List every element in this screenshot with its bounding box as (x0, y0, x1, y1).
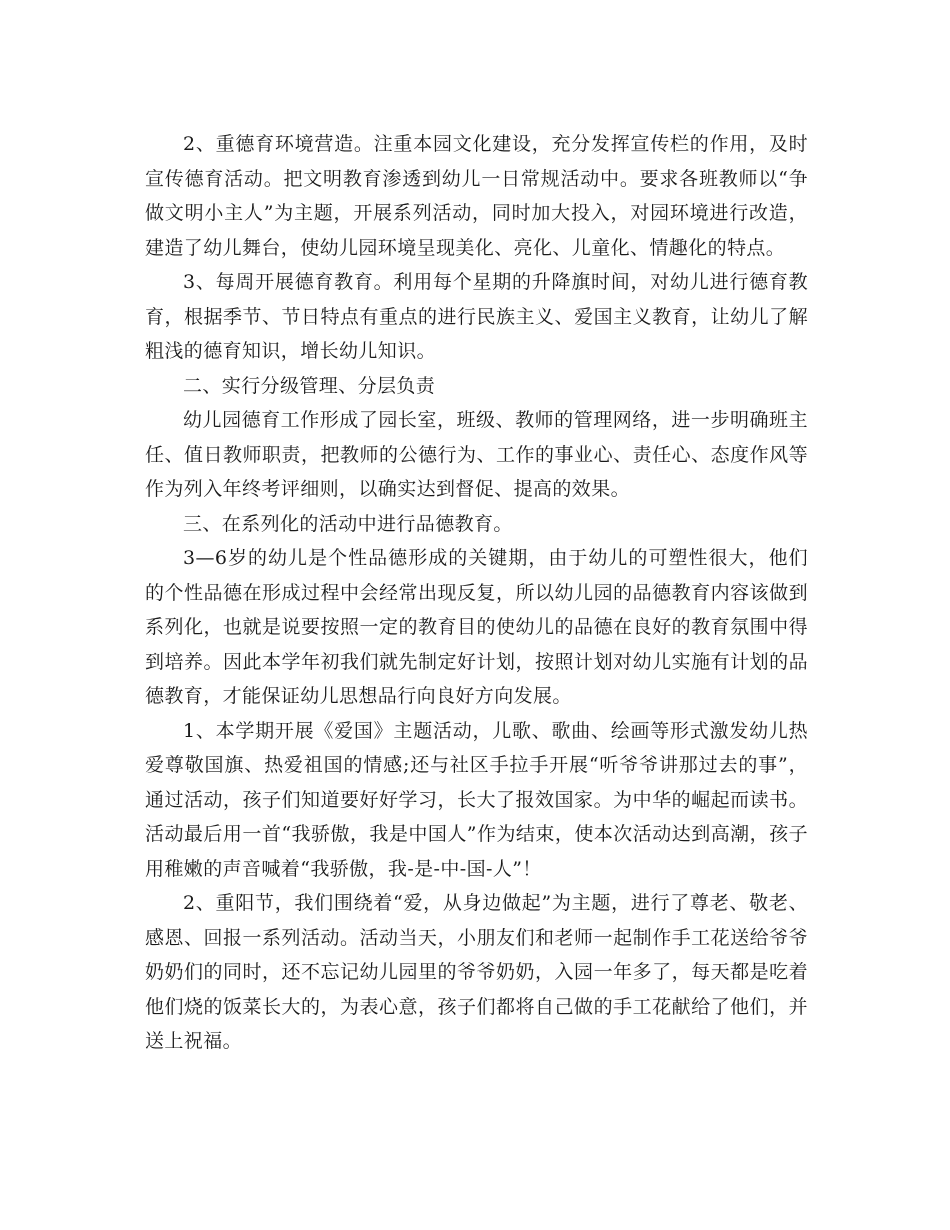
paragraph-weekly-education: 3、每周开展德育教育。利用每个星期的升降旗时间，对幼儿进行德育教育，根据季节、节日特点有重点的进行民族主义、爱国主义教育，让幼儿了解粗浅的德育知识，增长幼儿知识。 (145, 271, 808, 362)
paragraph-environment: 2、重德育环境营造。注重本园文化建设，充分发挥宣传栏的作用，及时宣传德育活动。把文明教育渗透到幼儿一日常规活动中。要求各班教师以“争做文明小主人”为主题，开展系列活动，同时加大投入，对园环境进行改造，建造了幼儿舞台，使幼儿园环境呈现美化、亮化、儿童化、情趣化的特点。 (145, 133, 808, 259)
paragraph-double-ninth-festival: 2、重阳节，我们围绕着“爱，从身边做起”为主题，进行了尊老、敬老、感恩、回报一系列活动。活动当天，小朋友们和老师一起制作手工花送给爷爷奶奶们的同时，还不忘记幼儿园里的爷爷奶奶，入园一年多了，每天都是吃着他们烧的饭菜长大的，为表心意，孩子们都将自己做的手工花献给了他们，并送上祝福。 (145, 892, 808, 1052)
section-heading-management: 二、实行分级管理、分层负责 (183, 374, 436, 397)
paragraph-patriotism-activity: 1、本学期开展《爱国》主题活动，儿歌、歌曲、绘画等形式激发幼儿热爱尊敬国旗、热爱祖国的情感;还与社区手拉手开展“听爷爷讲那过去的事”，通过活动，孩子们知道要好好学习，长大了报效国家。为中华的崛起而读书。活动最后用一首“我骄傲，我是中国人”作为结束，使本次活动达到高潮，孩子用稚嫩的声音喊着“我骄傲，我-是-中-国-人”！ (145, 719, 808, 880)
paragraph-management-network: 幼儿园德育工作形成了园长室，班级、教师的管理网络，进一步明确班主任、值日教师职责，把教师的公德行为、工作的事业心、责任心、态度作风等作为列入年终考评细则，以确实达到督促、提高的效果。 (145, 409, 808, 500)
section-heading-activities: 三、在系列化的活动中进行品德教育。 (183, 512, 513, 535)
paragraph-character-development: 3—6岁的幼儿是个性品德形成的关键期，由于幼儿的可塑性很大，他们的个性品德在形成过程中会经常出现反复，所以幼儿园的品德教育内容该做到系列化，也就是说要按照一定的教育目的使幼儿的品德在良好的教育氛围中得到培养。因此本学年初我们就先制定好计划，按照计划对幼儿实施有计划的品德教育，才能保证幼儿思想品行向良好方向发展。 (145, 547, 808, 707)
